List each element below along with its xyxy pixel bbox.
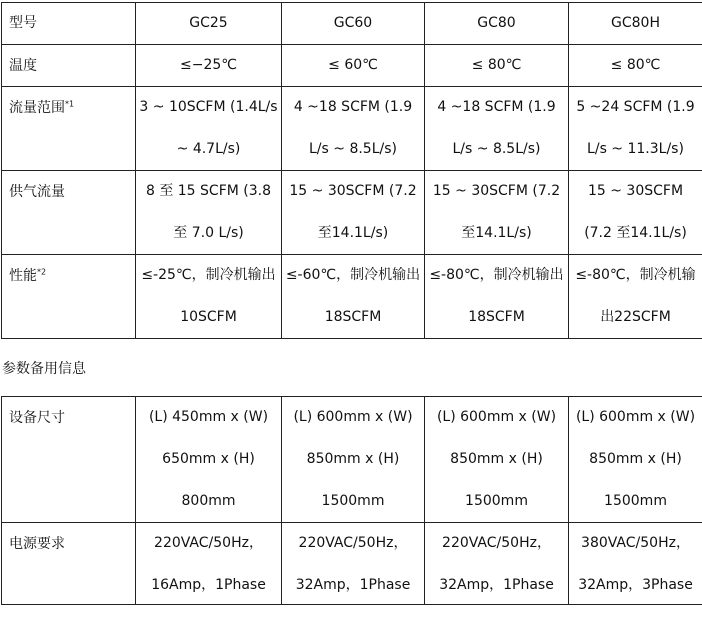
value-line: 220VAC/50Hz，: [298, 535, 408, 551]
value-line: (L) 600mm x (W): [575, 409, 696, 425]
value-cell: [282, 87, 425, 171]
model-header-cell: [282, 3, 425, 45]
value-cell: [425, 171, 569, 255]
value-line: 18SCFM: [468, 309, 525, 325]
value-line: 1500mm: [604, 493, 667, 509]
value-line: 4 ~18 SCFM (1.9: [293, 99, 413, 115]
value-line: 15 ~ 30SCFM (7.2: [432, 183, 561, 199]
value-line: L/s ~ 11.3L/s): [587, 141, 684, 157]
value-cell: [136, 45, 282, 87]
value-cell: [282, 255, 425, 339]
model-header-cell: [136, 3, 282, 45]
value-cell: [569, 397, 702, 523]
value-cell: [136, 255, 282, 339]
row-label: 供气流量: [9, 184, 65, 200]
value-line: 至 7.0 L/s): [173, 225, 244, 241]
value-line: (L) 600mm x (W): [293, 409, 413, 425]
value-cell: [569, 255, 702, 339]
footnote-marker: *1: [65, 99, 75, 109]
value-line: ≤-60℃，制冷机输出: [285, 267, 421, 283]
table-row: [2, 87, 702, 171]
value-line: ≤-80℃，制冷机输: [575, 267, 696, 283]
value-cell: [136, 87, 282, 171]
value-line: 16Amp，1Phase: [151, 577, 266, 593]
value-cell: [136, 523, 282, 605]
row-label-cell: [2, 45, 136, 87]
value-cell: [136, 397, 282, 523]
table-row: [2, 523, 702, 605]
value-cell: [569, 523, 702, 605]
value-line: 8 至 15 SCFM (3.8: [145, 183, 272, 199]
value-line: (7.2 至14.1L/s): [584, 225, 687, 241]
value-line: ≤ 80℃: [471, 57, 522, 73]
footnote-marker: *2: [37, 267, 47, 277]
value-cell: [569, 171, 702, 255]
value-line: 32Amp，1Phase: [439, 577, 554, 593]
row-label: 性能: [9, 268, 37, 284]
value-line: 至14.1L/s): [317, 225, 389, 241]
table-row: [2, 255, 702, 339]
header-label: 型号: [9, 15, 37, 31]
value-line: 220VAC/50Hz，: [442, 535, 551, 551]
value-cell: [425, 255, 569, 339]
model-name: GC25: [189, 15, 228, 31]
row-label: 温度: [9, 58, 37, 74]
value-line: 380VAC/50Hz，: [581, 535, 690, 551]
spec-table-body: [2, 3, 702, 339]
value-cell: [136, 171, 282, 255]
row-label: 电源要求: [9, 536, 65, 552]
value-line: 850mm x (H): [450, 451, 543, 467]
value-line: 850mm x (H): [589, 451, 682, 467]
value-line: 850mm x (H): [306, 451, 400, 467]
value-cell: [425, 523, 569, 605]
table-row: [2, 171, 702, 255]
model-header-cell: [569, 3, 702, 45]
model-name: GC80H: [611, 15, 660, 31]
header-row: [2, 3, 702, 45]
value-cell: [425, 45, 569, 87]
value-line: (L) 450mm x (W): [148, 409, 269, 425]
value-line: L/s ~ 8.5L/s): [452, 141, 541, 157]
value-line: 4 ~18 SCFM (1.9: [437, 99, 556, 115]
value-cell: [282, 171, 425, 255]
value-line: ≤ 60℃: [328, 57, 378, 73]
value-line: 出22SCFM: [600, 309, 671, 325]
value-line: 18SCFM: [324, 309, 382, 325]
header-label-cell: [2, 3, 136, 45]
value-line: 至14.1L/s): [461, 225, 532, 241]
value-line: 220VAC/50Hz，: [154, 535, 263, 551]
model-header-cell: [425, 3, 569, 45]
table-row: [2, 397, 702, 523]
row-label: 设备尺寸: [9, 410, 65, 426]
value-cell: [282, 397, 425, 523]
value-line: 10SCFM: [180, 309, 237, 325]
value-line: 1500mm: [321, 493, 385, 509]
value-cell: [425, 87, 569, 171]
value-line: 5 ~24 SCFM (1.9: [576, 99, 695, 115]
value-line: 800mm: [181, 493, 236, 509]
value-line: ≤-80℃，制冷机输出: [429, 267, 564, 283]
row-label-cell: [2, 87, 136, 171]
value-line: 15 ~ 30SCFM (7.2: [289, 183, 417, 199]
row-label: 流量范围: [9, 100, 65, 116]
value-line: 15 ~ 30SCFM: [587, 183, 684, 199]
value-line: L/s ~ 8.5L/s): [309, 141, 397, 157]
value-line: ~ 4.7L/s): [176, 141, 241, 157]
value-cell: [569, 45, 702, 87]
value-line: ≤-25℃，制冷机输出: [141, 267, 276, 283]
backup-info-table-body: [2, 397, 702, 605]
row-label-cell: [2, 255, 136, 339]
value-cell: [282, 523, 425, 605]
row-label-cell: [2, 523, 136, 605]
value-line: 32Amp，3Phase: [578, 577, 693, 593]
value-cell: [569, 87, 702, 171]
value-cell: [425, 397, 569, 523]
value-line: 650mm x (H): [162, 451, 255, 467]
model-name: GC80: [477, 15, 516, 31]
row-label-cell: [2, 397, 136, 523]
model-name: GC60: [333, 15, 373, 31]
value-line: (L) 600mm x (W): [436, 409, 557, 425]
spec-table: [1, 2, 702, 339]
value-line: 32Amp，1Phase: [295, 577, 411, 593]
value-line: ≤ 80℃: [610, 57, 661, 73]
value-line: 1500mm: [465, 493, 528, 509]
row-label-cell: [2, 171, 136, 255]
section-title: 参数备用信息: [2, 361, 86, 377]
backup-info-table: [1, 396, 702, 605]
value-cell: [282, 45, 425, 87]
table-row: [2, 45, 702, 87]
value-line: ≤−25℃: [180, 57, 237, 73]
value-line: 3 ~ 10SCFM (1.4L/s: [139, 99, 278, 115]
